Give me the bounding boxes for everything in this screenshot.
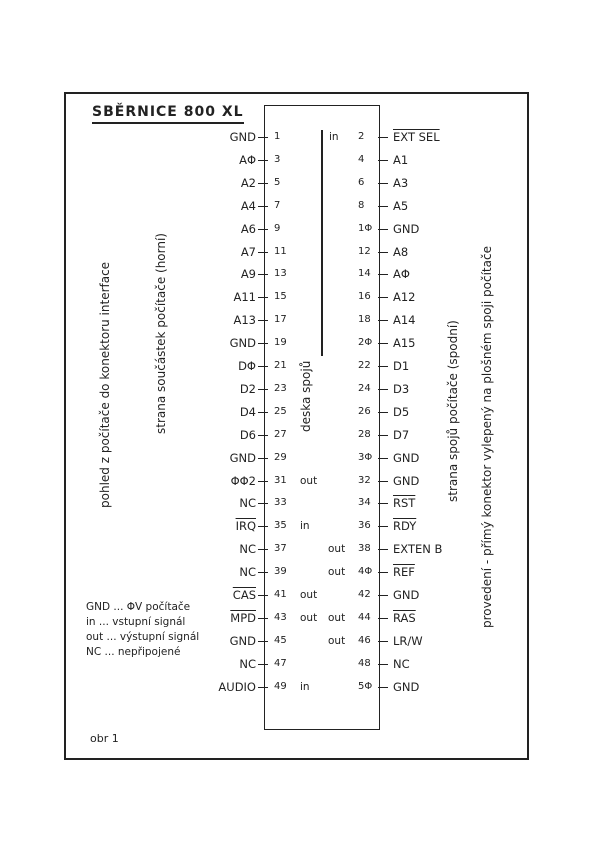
- side-label-right-outer: provedení - přímý konektor vylepený na plošném spoji počítače: [480, 246, 494, 628]
- pin-name-right: A14: [393, 313, 416, 328]
- pin-name-left: AΦ: [239, 152, 256, 167]
- pin-tick-left: [258, 297, 268, 298]
- pin-name-left: GND: [229, 336, 256, 351]
- pin-name-right: $\overline{RAS}$: [393, 610, 416, 625]
- pin-number-right: 3Φ: [358, 451, 373, 463]
- pin-number-right: 28: [358, 428, 371, 440]
- pin-name-right: GND: [393, 450, 420, 465]
- pin-name-left: NC: [239, 496, 256, 511]
- pin-name-right: A8: [393, 244, 409, 259]
- pin-name-left: GND: [229, 130, 256, 144]
- pin-tick-left: [258, 320, 268, 321]
- pin-number-right: 1Φ: [358, 222, 373, 234]
- pin-tick-right: [378, 641, 388, 642]
- side-label-left-outer: pohled z počítače do konektoru interface: [98, 261, 112, 508]
- pin-tick-right: [378, 549, 388, 550]
- side-label-left-inner: strana součástek počítače (horní): [154, 233, 168, 434]
- pin-name-left: A11: [233, 290, 256, 305]
- pin-tick-left: [258, 252, 268, 253]
- pin-tick-left: [258, 595, 268, 596]
- pin-direction-right: out: [328, 543, 346, 556]
- pin-number-left: 35: [274, 520, 287, 532]
- pin-tick-right: [378, 137, 388, 138]
- pin-tick-right: [378, 343, 388, 344]
- pin-name-left: A4: [240, 198, 256, 213]
- pin-tick-right: [378, 274, 388, 275]
- legend-item-in: in ... vstupní signál: [86, 616, 186, 628]
- pin-tick-right: [378, 572, 388, 573]
- pin-number-right: 14: [358, 268, 371, 280]
- pin-number-left: 7: [274, 199, 281, 211]
- pin-name-right: GND: [393, 679, 420, 694]
- pin-tick-left: [258, 435, 268, 436]
- pin-tick-left: [258, 481, 268, 482]
- pin-name-left: A6: [240, 221, 256, 236]
- pin-tick-right: [378, 252, 388, 253]
- pin-number-right: 48: [358, 657, 371, 669]
- pin-direction-left: out: [300, 474, 318, 487]
- pin-number-left: 47: [274, 657, 287, 669]
- pin-tick-right: [378, 526, 388, 527]
- pin-number-right: 38: [358, 543, 371, 555]
- pin-tick-left: [258, 343, 268, 344]
- pin-tick-right: [378, 412, 388, 413]
- pin-number-right: 18: [358, 314, 371, 326]
- pin-name-right: D3: [393, 381, 410, 396]
- legend-item-out: out ... výstupní signál: [86, 631, 200, 643]
- pin-number-left: 17: [274, 314, 287, 326]
- pin-direction-left: out: [300, 611, 318, 624]
- pin-number-left: 37: [274, 543, 287, 555]
- pin-tick-right: [378, 618, 388, 619]
- pin-name-right: A3: [393, 175, 409, 190]
- pin-number-right: 5Φ: [358, 680, 373, 692]
- pin-number-left: 45: [274, 634, 287, 646]
- pin-tick-left: [258, 664, 268, 665]
- pin-number-right: 2: [358, 131, 365, 142]
- pin-name-left: $\overline{IRQ}$: [235, 519, 256, 534]
- pin-name-right: $\overline{RDY}$: [393, 519, 417, 534]
- legend-item-nc: NC ... nepřipojené: [86, 646, 181, 658]
- pin-name-left: A13: [233, 313, 256, 328]
- pin-tick-left: [258, 503, 268, 504]
- pin-tick-left: [258, 389, 268, 390]
- pin-name-left: A7: [240, 244, 256, 259]
- pin-number-left: 27: [274, 428, 287, 440]
- pin-name-left: $\overline{MPD}$: [230, 610, 256, 625]
- pin-number-left: 43: [274, 611, 287, 623]
- pin-name-right: $\overline{REF}$: [393, 565, 415, 580]
- pin-tick-right: [378, 595, 388, 596]
- pin-tick-right: [378, 503, 388, 504]
- pin-name-left: NC: [239, 542, 256, 557]
- pin-name-left: A2: [240, 175, 256, 190]
- pin-number-left: 13: [274, 268, 287, 280]
- pin-direction-left: in: [300, 520, 310, 533]
- pin-number-left: 41: [274, 589, 287, 600]
- pin-name-right: A12: [393, 290, 416, 305]
- pin-number-right: 32: [358, 474, 371, 486]
- pin-number-right: 6: [358, 176, 365, 188]
- pin-direction-left: in: [300, 680, 310, 693]
- pin-name-right: A5: [393, 198, 409, 213]
- pin-tick-right: [378, 481, 388, 482]
- pin-name-left: $\overline{CAS}$: [232, 588, 256, 602]
- pin-name-left: NC: [239, 656, 256, 671]
- pin-name-right: LR/W: [393, 633, 423, 648]
- pin-name-right: $\overline{RST}$: [393, 496, 416, 511]
- pin-tick-left: [258, 458, 268, 459]
- pin-tick-left: [258, 137, 268, 138]
- pin-tick-left: [258, 572, 268, 573]
- pin-number-right: 34: [358, 497, 371, 509]
- pin-number-right: 4: [358, 153, 365, 165]
- pin-name-left: GND: [229, 450, 256, 465]
- pin-tick-right: [378, 320, 388, 321]
- pin-name-right: EXTEN B: [393, 542, 443, 557]
- pin-name-left: ΦΦ2: [230, 473, 256, 488]
- pin-tick-left: [258, 160, 268, 161]
- pin-tick-right: [378, 183, 388, 184]
- pin-number-left: 33: [274, 497, 287, 509]
- pin-name-left: DΦ: [238, 359, 256, 373]
- pin-tick-left: [258, 274, 268, 275]
- pin-number-right: 2Φ: [358, 337, 373, 349]
- pin-tick-right: [378, 435, 388, 436]
- pin-name-right: NC: [393, 656, 410, 671]
- pin-name-right: GND: [393, 588, 420, 602]
- pin-tick-right: [378, 160, 388, 161]
- pin-direction-right: out: [328, 611, 346, 624]
- pin-name-right: AΦ: [393, 267, 410, 282]
- pin-name-right: D1: [393, 359, 410, 373]
- pin-number-left: 5: [274, 176, 281, 188]
- pin-number-right: 16: [358, 291, 371, 303]
- pin-tick-right: [378, 366, 388, 367]
- pin-tick-left: [258, 206, 268, 207]
- legend-item-gnd: GND ... ΦV počítače: [86, 601, 191, 613]
- pin-name-left: AUDIO: [218, 679, 256, 694]
- pin-name-left: GND: [229, 633, 256, 648]
- side-label-right-inner: strana spojů počítače (spodní): [446, 320, 460, 502]
- pin-number-left: 9: [274, 222, 281, 234]
- pin-name-right: GND: [393, 221, 420, 236]
- pin-tick-right: [378, 389, 388, 390]
- pin-tick-left: [258, 229, 268, 230]
- pin-number-left: 15: [274, 291, 287, 303]
- pin-number-right: 26: [358, 405, 371, 417]
- pin-number-left: 19: [274, 337, 287, 349]
- pin-number-right: 44: [358, 611, 371, 623]
- pin-tick-left: [258, 687, 268, 688]
- pin-name-right: EXT SEL: [393, 130, 440, 144]
- pin-tick-right: [378, 458, 388, 459]
- pin-number-left: 3: [274, 153, 281, 165]
- pin-name-right: D7: [393, 427, 410, 442]
- pin-number-right: 22: [358, 360, 371, 371]
- pin-tick-left: [258, 549, 268, 550]
- pin-name-left: D4: [239, 404, 256, 419]
- pin-direction-right: out: [328, 634, 346, 647]
- pin-tick-right: [378, 229, 388, 230]
- pin-number-left: 11: [274, 245, 287, 257]
- connector-divider: [321, 130, 323, 356]
- pin-tick-left: [258, 366, 268, 367]
- pin-number-left: 1: [274, 131, 281, 142]
- pin-tick-left: [258, 641, 268, 642]
- pin-number-right: 42: [358, 589, 371, 600]
- pin-tick-right: [378, 206, 388, 207]
- pin-direction-left: out: [300, 589, 318, 601]
- pin-number-left: 23: [274, 382, 287, 394]
- pin-number-right: 8: [358, 199, 365, 211]
- pin-name-right: A15: [393, 336, 416, 351]
- pin-name-left: A9: [240, 267, 256, 282]
- connector-label: deska spojů: [299, 360, 313, 432]
- pin-number-right: 46: [358, 634, 371, 646]
- pin-number-left: 49: [274, 680, 287, 692]
- pin-number-left: 39: [274, 566, 287, 578]
- pin-tick-right: [378, 664, 388, 665]
- pin-number-left: 31: [274, 474, 287, 486]
- pin-tick-right: [378, 687, 388, 688]
- pin-name-right: GND: [393, 473, 420, 488]
- pin-tick-left: [258, 618, 268, 619]
- legend: [86, 600, 199, 660]
- pin-tick-left: [258, 412, 268, 413]
- pin-tick-left: [258, 183, 268, 184]
- pin-number-right: 24: [358, 382, 371, 394]
- pin-direction-right: out: [328, 566, 346, 579]
- pin-tick-right: [378, 297, 388, 298]
- pin-number-left: 25: [274, 405, 287, 417]
- pin-name-left: D2: [239, 381, 256, 396]
- pin-name-left: NC: [239, 565, 256, 580]
- pin-direction-left: in: [329, 131, 339, 143]
- pin-number-left: 29: [274, 451, 287, 463]
- pin-tick-left: [258, 526, 268, 527]
- pin-name-left: D6: [239, 427, 256, 442]
- pin-name-right: D5: [393, 404, 410, 419]
- figure-label: obr 1: [90, 732, 119, 745]
- pin-number-right: 12: [358, 245, 371, 257]
- pin-number-right: 4Φ: [358, 566, 373, 578]
- pin-number-left: 21: [274, 360, 287, 371]
- pin-name-right: A1: [393, 152, 409, 167]
- diagram-title: SBĚRNICE 800 XL: [92, 104, 244, 124]
- pin-number-right: 36: [358, 520, 371, 532]
